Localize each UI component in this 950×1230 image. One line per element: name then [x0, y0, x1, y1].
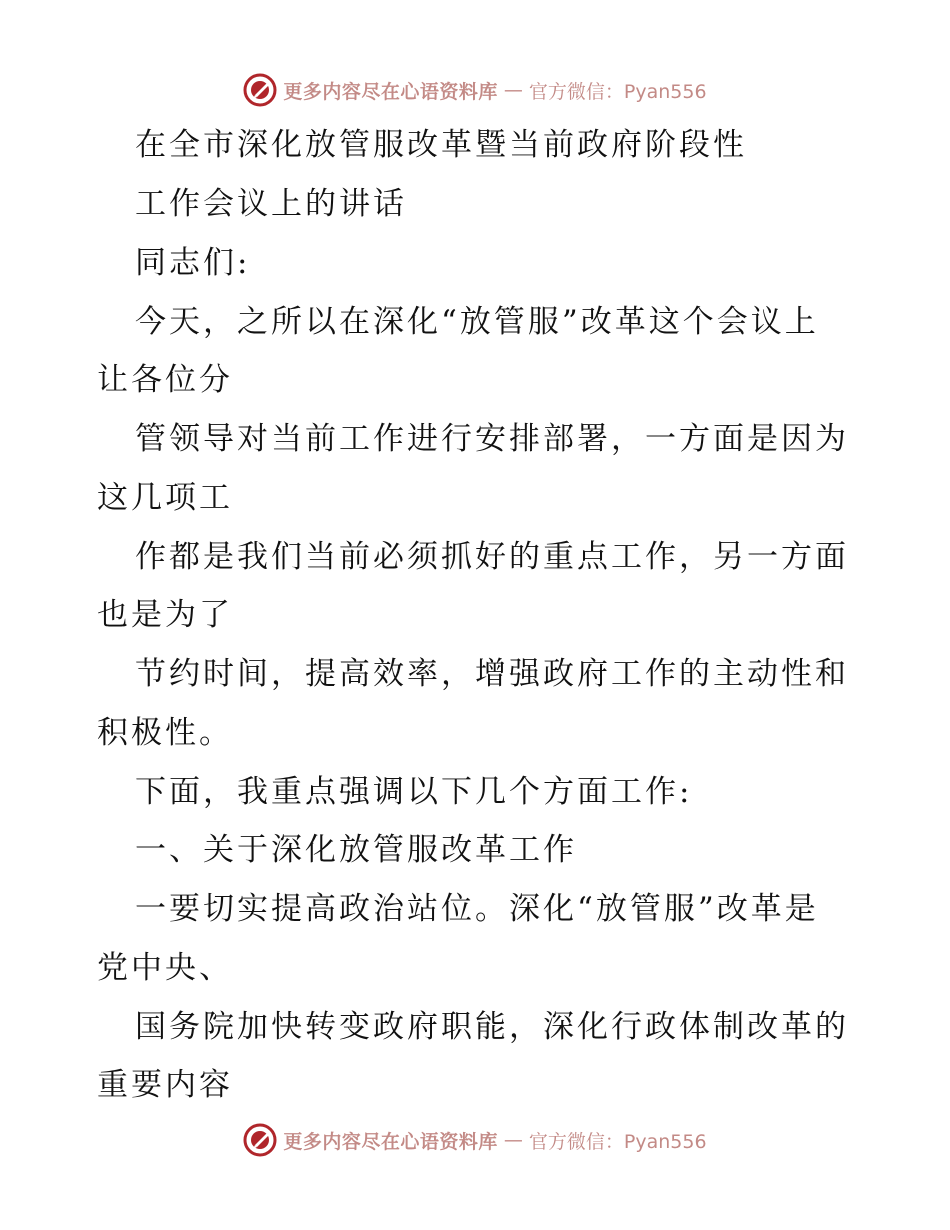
watermark-text: 更多内容尽在心语资料库: [283, 1130, 498, 1153]
salutation: 同志们:: [135, 245, 251, 281]
paragraph-line: 这几项工: [97, 480, 233, 516]
paragraph-line: 也是为了: [97, 597, 233, 633]
watermark-wechat: 官方微信：Pyan556: [528, 1130, 707, 1153]
pen-logo-icon: [243, 73, 277, 107]
paragraph-line: 积极性。: [97, 715, 233, 751]
paragraph-line: 国务院加快转变政府职能，深化行政体制改革的: [135, 1009, 849, 1045]
paragraph-line: 重要内容: [97, 1067, 233, 1103]
title-line-2: 工作会议上的讲话: [135, 186, 407, 222]
paragraph-line: 管领导对当前工作进行安排部署，一方面是因为: [135, 421, 849, 457]
watermark-wechat: 官方微信：Pyan556: [528, 80, 707, 103]
paragraph-line: 党中央、: [97, 950, 233, 986]
paragraph-line: 下面，我重点强调以下几个方面工作:: [135, 774, 693, 810]
watermark-banner-top: [0, 70, 950, 110]
paragraph-line: 作都是我们当前必须抓好的重点工作，另一方面: [135, 539, 849, 575]
watermark-separator: —: [503, 1129, 523, 1151]
pen-logo-icon: [243, 1123, 277, 1157]
paragraph-line: 让各位分: [97, 362, 233, 398]
watermark-separator: —: [503, 79, 523, 101]
watermark-banner-bottom: [0, 1120, 950, 1160]
paragraph-line: 节约时间，提高效率，增强政府工作的主动性和: [135, 656, 849, 692]
title-line-1: 在全市深化放管服改革暨当前政府阶段性: [135, 127, 747, 163]
section-heading: 一、关于深化放管服改革工作: [135, 832, 577, 868]
paragraph-line: 一要切实提高政治站位。深化“放管服”改革是: [135, 891, 819, 927]
watermark-text: 更多内容尽在心语资料库: [283, 80, 498, 103]
paragraph-line: 今天，之所以在深化“放管服”改革这个会议上: [135, 304, 819, 340]
